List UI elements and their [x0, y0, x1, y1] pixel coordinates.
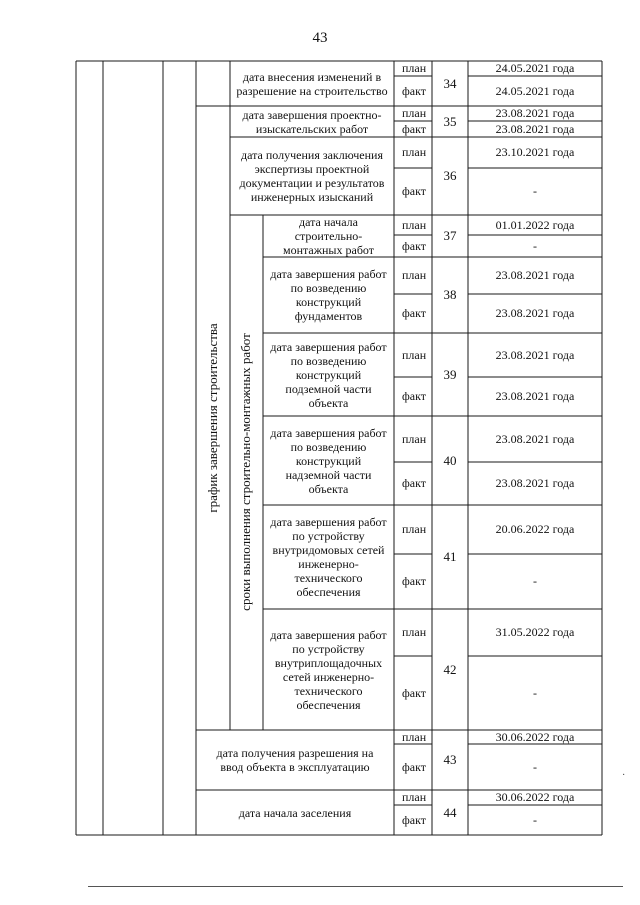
row-43-title: дата получения разрешения на ввод объекта в эксплуатацию [216, 746, 374, 774]
row-44-number: 44 [443, 804, 457, 820]
row-34-plan-label: план [402, 61, 427, 75]
row-40-fact-value: 23.08.2021 года [495, 476, 575, 490]
row-37-number: 37 [443, 228, 457, 243]
row-41-plan-value: 20.06.2022 года [495, 522, 575, 536]
row-42-fact-value: - [533, 685, 537, 700]
row-38-plan-value: 23.08.2021 года [495, 268, 575, 282]
scan-speck: · [622, 770, 626, 781]
row-37-fact-label: факт [402, 238, 427, 253]
row-42-plan-label: план [402, 625, 427, 639]
row-38-fact-label: факт [402, 306, 427, 320]
row-44-fact-value: - [533, 812, 537, 827]
row-34-fact-value: 24.05.2021 года [495, 83, 575, 98]
row-44-plan-label: план [402, 790, 427, 804]
row-34-title: дата внесения изменений в разрешение на строительство [236, 69, 388, 98]
row-42-fact-label: факт [402, 685, 427, 700]
row-36-title: дата получения заключения экспертизы проектной документации и результатов инженерных изысканий [239, 148, 385, 204]
row-44-title: дата начала заселения [238, 805, 352, 820]
row-43-number: 43 [443, 752, 457, 767]
row-42-plan-value: 31.05.2022 года [495, 625, 575, 639]
row-34-plan-value: 24.05.2021 года [495, 61, 575, 75]
row-37-fact-value: - [533, 238, 537, 253]
row-43-fact-label: факт [402, 759, 427, 774]
page-bottom-rule [88, 886, 623, 887]
construction-group-label: сроки выполнения строительно-монтажных работ [238, 333, 253, 611]
row-40-plan-value: 23.08.2021 года [495, 431, 575, 446]
row-40-fact-label: факт [402, 476, 427, 490]
row-38-plan-label: план [402, 268, 427, 282]
row-38-fact-value: 23.08.2021 года [495, 306, 575, 320]
row-40-plan-label: план [402, 431, 427, 446]
row-41-title: дата завершения работ по устройству внутридомовых сетей инженерно-технического обеспечения [270, 515, 387, 599]
row-44-plan-value: 30.06.2022 года [495, 790, 575, 804]
row-42-title: дата завершения работ по устройству внутриплощадочных сетей инженерно-технического обеспечения [270, 627, 387, 712]
row-38-title: дата завершения работ по возведению конструкций фундаментов [270, 267, 387, 323]
row-37-plan-label: план [402, 217, 427, 232]
row-41-plan-label: план [402, 522, 427, 536]
row-35-plan-value: 23.08.2021 года [495, 106, 575, 120]
row-41-number: 41 [443, 549, 457, 564]
row-42-number: 42 [443, 661, 457, 677]
row-39-plan-label: план [402, 347, 427, 362]
row-34-number: 34 [443, 75, 457, 91]
row-36-plan-value: 23.10.2021 года [495, 145, 575, 159]
row-35-fact-value: 23.08.2021 года [495, 121, 575, 136]
row-40-title: дата завершения работ по возведению конструкций надземной части объекта [270, 425, 387, 496]
row-43-fact-value: - [533, 759, 537, 774]
page-number: 43 [312, 30, 328, 46]
row-39-title: дата завершения работ по возведению конструкций подземной части объекта [270, 339, 387, 410]
row-37-title: дата начала строительно-монтажных работ [282, 215, 375, 257]
row-36-number: 36 [443, 168, 457, 183]
row-39-plan-value: 23.08.2021 года [495, 347, 575, 362]
row-35-number: 35 [443, 113, 457, 129]
row-43-plan-value: 30.06.2022 года [495, 729, 575, 744]
row-36-fact-label: факт [402, 184, 427, 198]
row-39-fact-value: 23.08.2021 года [495, 389, 575, 403]
row-35-plan-label: план [402, 106, 427, 120]
row-39-number: 39 [443, 366, 457, 382]
row-37-plan-value: 01.01.2022 года [495, 217, 575, 232]
row-36-plan-label: план [402, 145, 427, 159]
row-41-fact-label: факт [402, 574, 427, 588]
row-44-fact-label: факт [402, 812, 427, 827]
row-39-fact-label: факт [402, 389, 427, 403]
schedule-group-label: график завершения строительства [205, 323, 220, 513]
row-41-fact-value: - [533, 574, 537, 588]
row-38-number: 38 [443, 287, 457, 302]
row-34-fact-label: факт [402, 83, 427, 98]
row-35-fact-label: факт [402, 121, 427, 136]
row-43-plan-label: план [402, 729, 427, 744]
row-35-title: дата завершения проектно-изыскательских работ [242, 107, 382, 136]
row-40-number: 40 [443, 452, 457, 468]
row-36-fact-value: - [533, 184, 537, 198]
